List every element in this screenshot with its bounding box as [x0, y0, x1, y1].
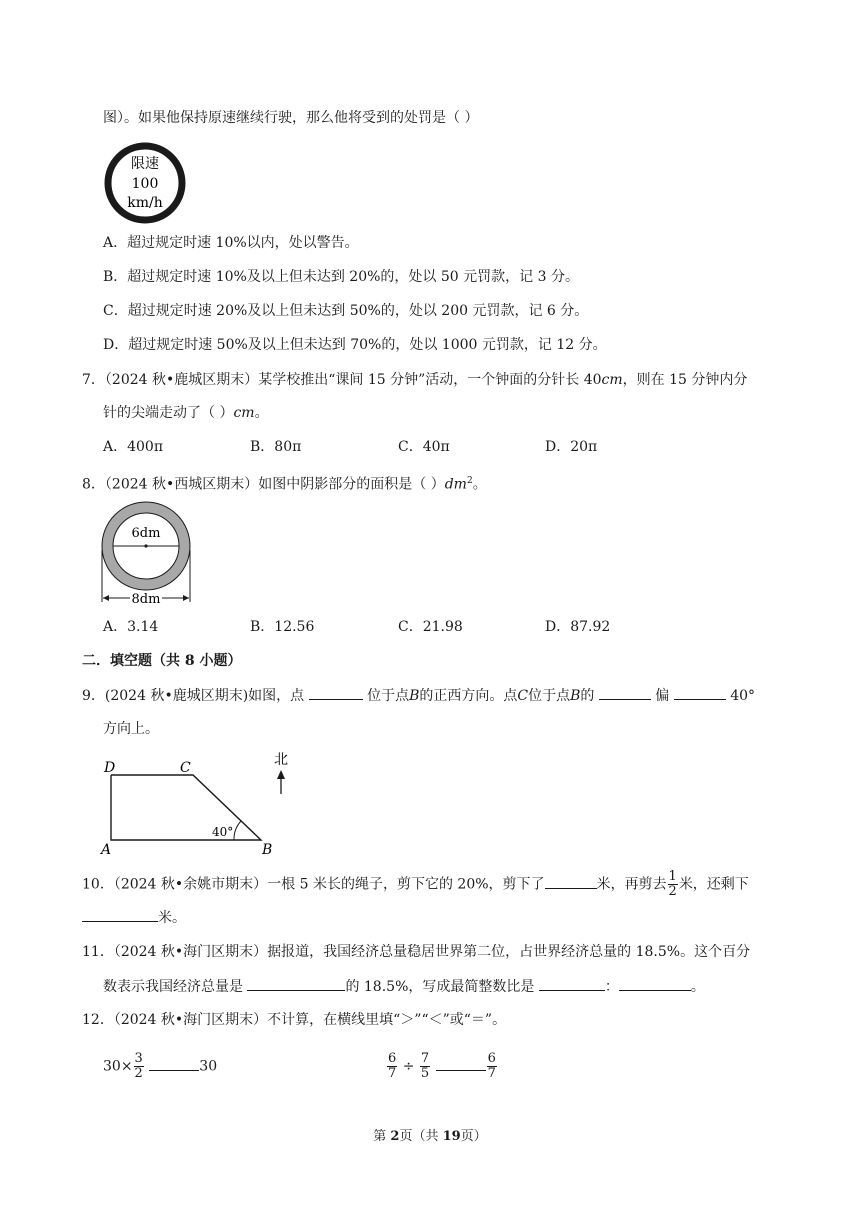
sign-line3: km/h: [127, 195, 163, 211]
fig-label-d: D: [104, 760, 116, 776]
fig-angle-label: 40°: [212, 825, 234, 839]
q12-e1-den: 2: [134, 1066, 143, 1081]
q7-text-b: ，则在 15 分钟内分: [622, 372, 748, 388]
q9-stem-line2: 方向上。: [103, 721, 159, 737]
q9-text-6: 偏: [655, 688, 670, 704]
q9-text-4: 位于点: [528, 688, 571, 704]
q12-expr-2: [386, 1052, 498, 1081]
page-footer: [0, 1127, 860, 1147]
q10-blank-cut[interactable]: [545, 874, 597, 889]
ring-outer-label: 8dm: [131, 592, 161, 607]
footer-total-pages: 19: [442, 1129, 461, 1144]
q7-stem-line2: [103, 403, 269, 423]
q8-option-d: D．87.92: [545, 619, 611, 635]
q12-e1-num: 3: [134, 1051, 143, 1066]
sign-line1: 限速: [131, 156, 159, 172]
q12-e2-frac-1: [387, 1052, 397, 1081]
footer-suffix: 页）: [460, 1129, 487, 1144]
q10-frac-num: 1: [668, 869, 677, 884]
q9-point-c: C: [517, 688, 529, 704]
fig-label-b: B: [262, 842, 273, 856]
q9-blank-point[interactable]: [309, 685, 363, 700]
q11-end: 。: [690, 979, 705, 995]
fig-label-a: A: [101, 842, 112, 856]
q10-text-2: 米，再剪去: [596, 876, 667, 893]
q7-text-d: 。: [254, 405, 269, 421]
footer-page-number: 2: [390, 1129, 400, 1144]
q12-e2-frac-3: [487, 1052, 497, 1081]
q11-stem-line1: 11．（2024 秋•海门区期末）据报道，我国经济总量稳居世界第二位，占世界经济总量的 18.5%。这个百分: [82, 944, 751, 960]
q8-option-c: C．21.98: [398, 619, 463, 635]
q9-text-3: 的正西方向。点: [419, 688, 518, 704]
q8-option-b: B．12.56: [250, 619, 315, 635]
q9-text-7: 40°: [730, 688, 756, 704]
q12-e2-n3: 6: [487, 1051, 496, 1066]
trapezoid-figure: [98, 750, 288, 856]
q12-e1-fraction: [134, 1052, 144, 1081]
q12-e2-d1: 7: [388, 1066, 397, 1081]
q7-option-c: C．40π: [398, 439, 450, 455]
q12-e2-d2: 5: [420, 1066, 430, 1081]
q9-stem-line1: [82, 685, 755, 706]
q10-stem-line2: [82, 907, 186, 928]
q11-colon: ：: [604, 979, 619, 995]
q11-blank-ratio-left[interactable]: [539, 976, 605, 991]
q6-option-d: D．超过规定时速 50%及以上但未达到 70%的，处以 1000 元罚款，记 12 分。: [103, 337, 607, 353]
north-label: 北: [274, 752, 288, 768]
q7-text-a: 7．（2024 秋•鹿城区期末）某学校推出“课间 15 分钟”活动，一个钟面的分针长 40: [82, 372, 602, 388]
q10-text-1: 10．（2024 秋•余姚市期末）一根 5 米长的绳子，剪下它的 20%，剪下了: [82, 876, 545, 893]
q6-option-a: A．超过规定时速 10%以内，处以警告。: [103, 235, 359, 251]
q8-option-a: A．3.14: [103, 619, 159, 635]
fig-label-c: C: [180, 760, 191, 776]
q8-end: 。: [472, 476, 487, 493]
footer-prefix: 第: [373, 1129, 391, 1144]
ring-inner-label: 6dm: [131, 526, 161, 541]
q10-text-4: 米。: [158, 910, 186, 926]
q7-option-d: D．20π: [545, 439, 598, 455]
q10-frac-den: 2: [668, 884, 677, 899]
q6-option-c: C．超过规定时速 20%及以上但未达到 50%的，处以 200 元罚款，记 6 分。: [103, 303, 589, 319]
q11-stem-line2: [103, 976, 705, 997]
q11-text-1: 数表示我国经济总量是: [103, 979, 243, 995]
q6-stem-tail: 图）。如果他保持原速继续行驶，那么他将受到的处罚是（ ）: [103, 110, 479, 126]
q9-point-b: B: [409, 688, 420, 704]
q11-blank-ratio-right[interactable]: [619, 976, 691, 991]
q7-unit-cm-2: cm: [233, 405, 255, 421]
q12-blank-2[interactable]: [436, 1056, 486, 1071]
q10-fraction: [668, 870, 678, 899]
q10-stem-line1: [82, 870, 749, 899]
q6-option-b: B．超过规定时速 10%及以上但未达到 20%的，处以 50 元罚款，记 3 分。: [103, 269, 579, 285]
q9-blank-direction[interactable]: [599, 685, 651, 700]
q8-stem: [82, 471, 487, 495]
q9-text-2: 位于点: [367, 688, 410, 704]
q9-text-5: 的: [580, 688, 595, 704]
q12-e1-b: 30: [199, 1058, 218, 1075]
q9-point-b-2: B: [570, 688, 581, 704]
q9-blank-offset[interactable]: [674, 685, 726, 700]
q7-option-b: B．80π: [250, 439, 302, 455]
q8-exponent: 2: [466, 476, 473, 486]
q12-e2-frac-2: [420, 1052, 430, 1081]
q10-text-3: 米，还剩下: [678, 876, 749, 893]
q11-blank-total[interactable]: [247, 976, 345, 991]
q12-e2-div: ÷: [402, 1058, 415, 1075]
q12-stem: 12．（2024 秋•海门区期末）不计算，在横线里填“＞”“＜”或“＝”。: [82, 1012, 507, 1028]
q9-text-1: 9．(2024 秋•鹿城区期末)如图，点: [82, 688, 305, 704]
q12-e2-d3: 7: [487, 1066, 496, 1081]
section-title-fill-in: 二．填空题（共 8 小题）: [82, 653, 242, 669]
q12-e2-n2: 7: [420, 1051, 430, 1066]
q7-unit-cm: cm: [601, 372, 623, 388]
speed-limit-sign: [102, 142, 190, 226]
q7-stem-line1: [82, 370, 747, 390]
q12-e1-a: 30×: [103, 1058, 133, 1075]
q8-unit-dm: dm: [444, 476, 467, 493]
q11-text-2: 的 18.5%，写成最简整数比是: [345, 979, 535, 995]
q7-option-a: A．400π: [103, 439, 164, 455]
sign-line2: 100: [131, 176, 159, 192]
q12-blank-1[interactable]: [149, 1056, 199, 1071]
q12-e2-n1: 6: [388, 1051, 397, 1066]
q12-expr-1: [103, 1052, 217, 1081]
q10-blank-remain[interactable]: [82, 907, 158, 922]
ring-figure: [98, 500, 198, 608]
footer-middle: 页（共: [399, 1129, 443, 1144]
q8-text: 8．（2024 秋•西城区期末）如图中阴影部分的面积是（ ）: [82, 476, 445, 493]
q7-text-c: 针的尖端走动了（ ）: [103, 405, 234, 421]
